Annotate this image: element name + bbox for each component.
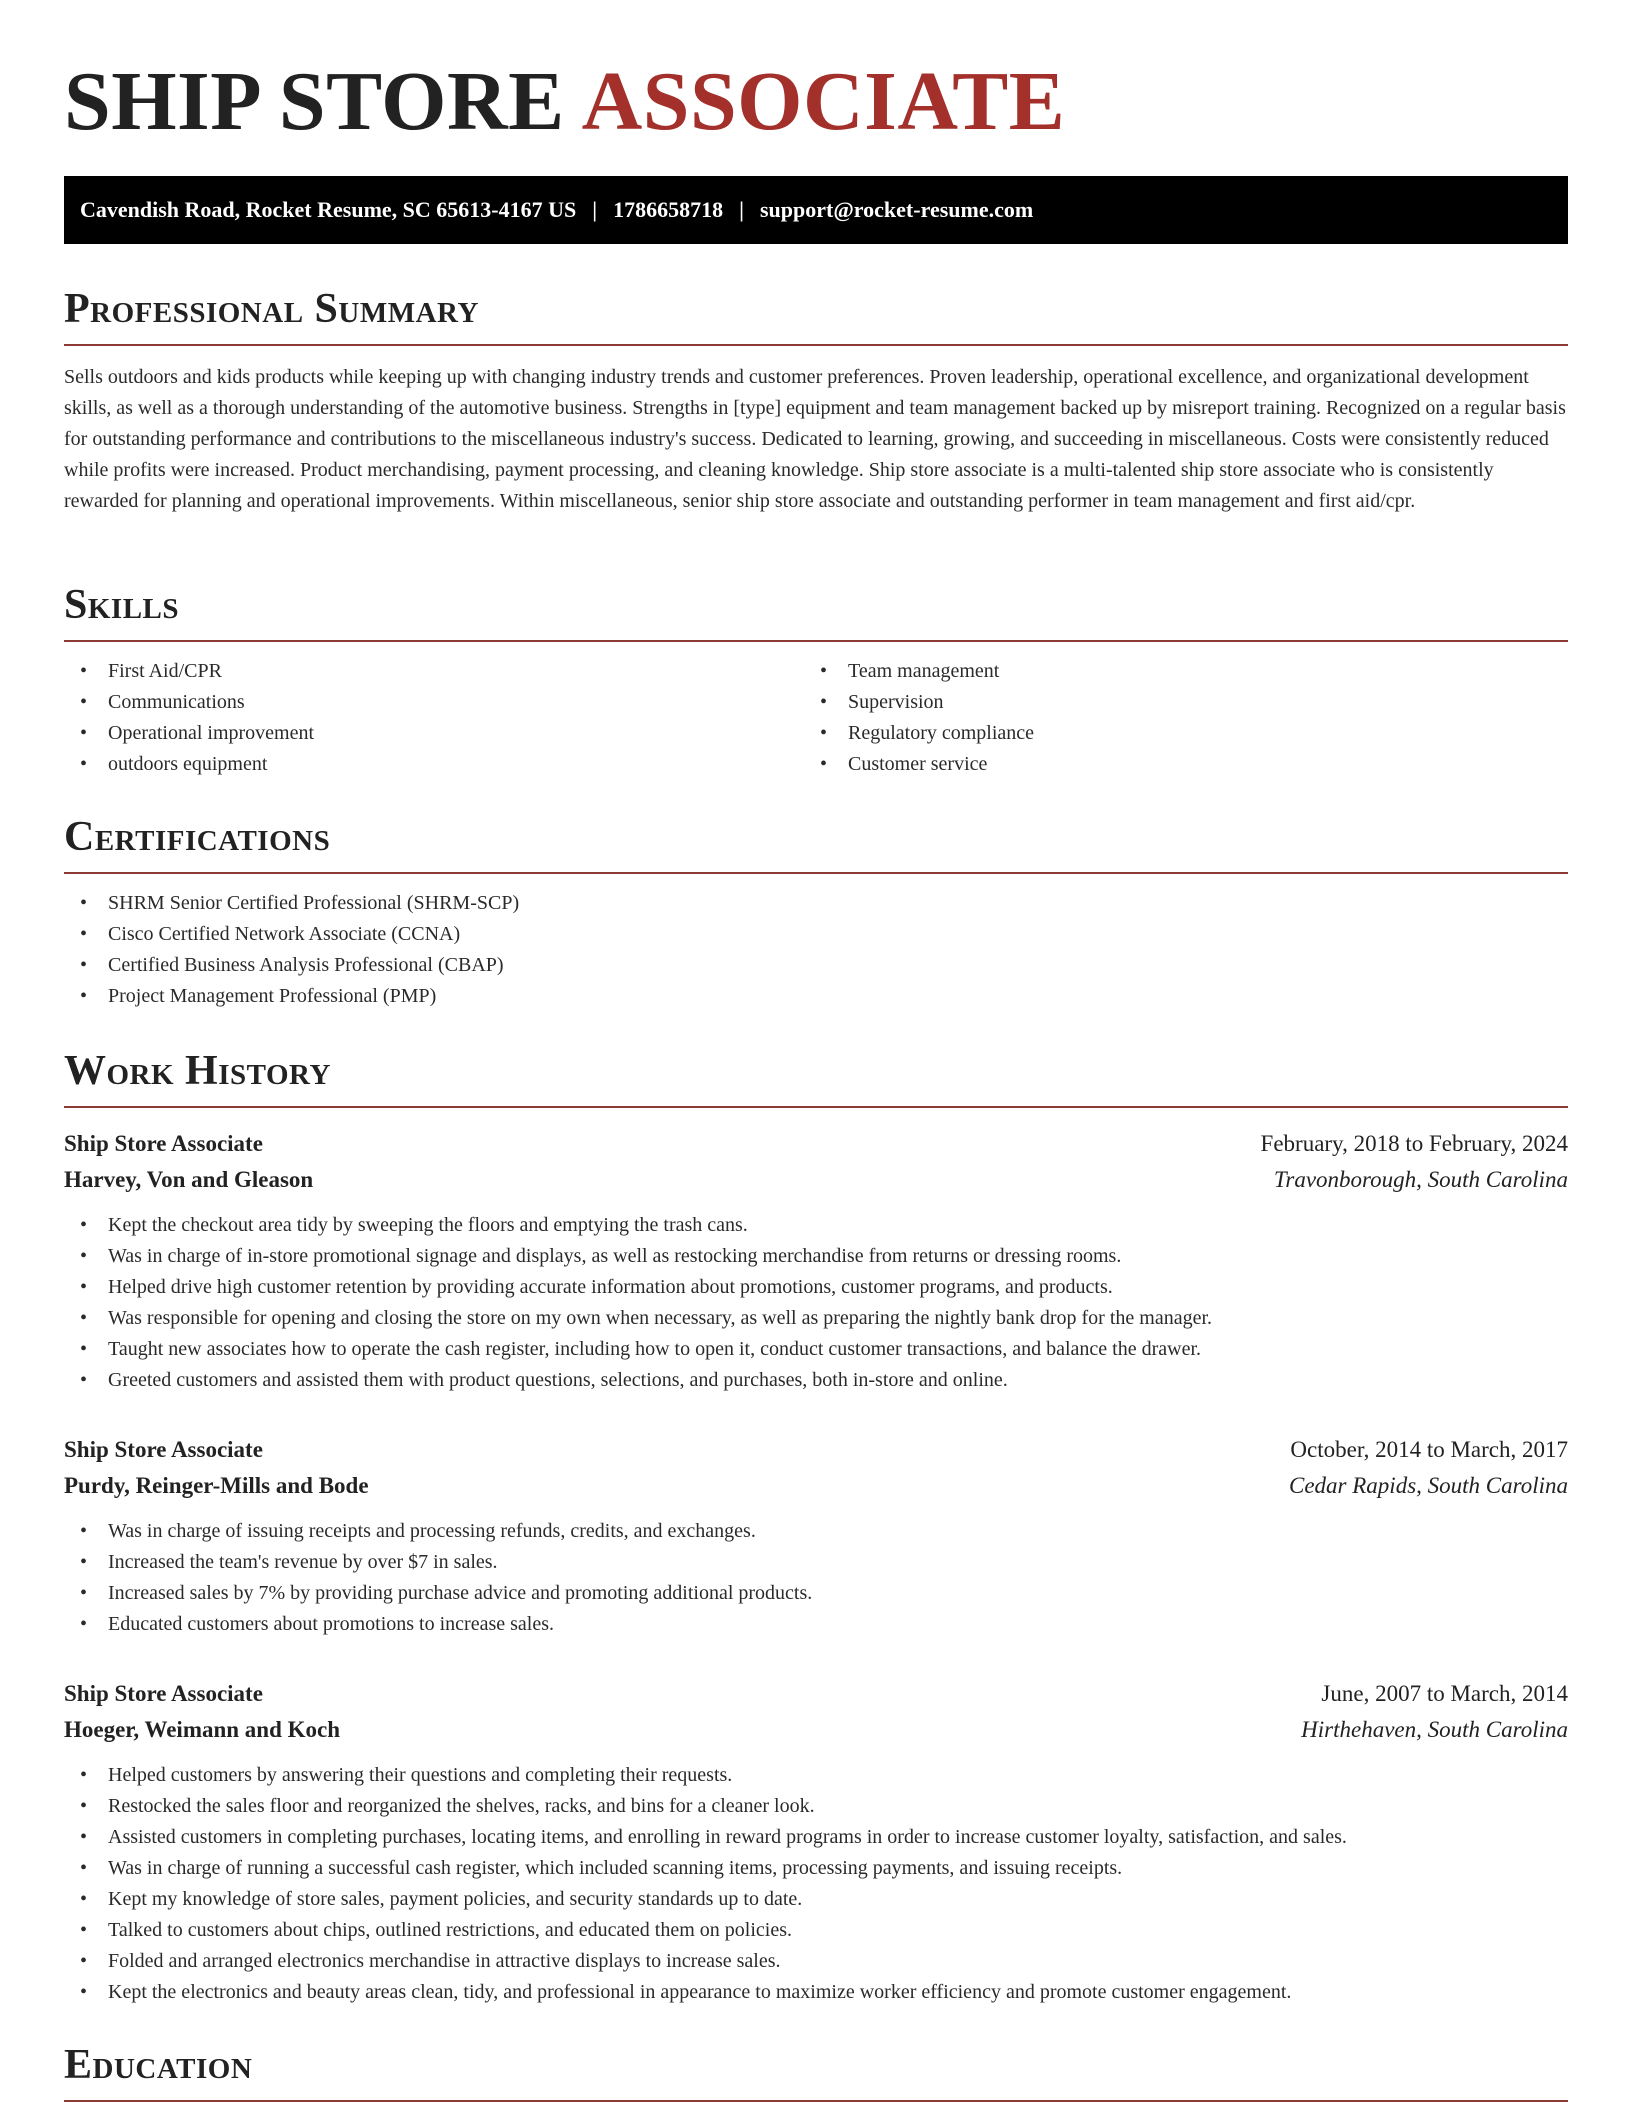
job-bullet: • Was in charge of in-store promotional signage and displays, as well as restocking merchandise from returns or dressing rooms. <box>64 1241 1568 1272</box>
job-bullet: • Helped drive high customer retention by providing accurate information about promotions, customer programs, and products. <box>64 1272 1568 1303</box>
job-title: Ship Store Associate <box>64 1437 263 1462</box>
job-company-row <box>64 1468 1568 1504</box>
job-dates: June, 2007 to March, 2014 <box>1321 1681 1568 1706</box>
job-bullet: • Folded and arranged electronics merchandise in attractive displays to increase sales. <box>64 1946 1568 1977</box>
job-bullet: • Helped customers by answering their questions and completing their requests. <box>64 1760 1568 1791</box>
job-dates: October, 2014 to March, 2017 <box>1290 1437 1568 1462</box>
job-location: Travonborough, South Carolina <box>1273 1167 1568 1192</box>
job-bullet: • Greeted customers and assisted them with product questions, selections, and purchases, both in-store and online. <box>64 1365 1568 1396</box>
certifications-heading: Certifications <box>64 816 1568 874</box>
contact-bar <box>64 176 1568 244</box>
certifications-list <box>64 888 1568 1012</box>
job-dates: February, 2018 to February, 2024 <box>1260 1131 1568 1156</box>
job-entry <box>64 1676 1568 2008</box>
work-history-section <box>64 1050 1568 2008</box>
job-bullet: • Taught new associates how to operate the cash register, including how to open it, conduct customer transactions, and balance the drawer. <box>64 1334 1568 1365</box>
job-header-row <box>64 1126 1568 1162</box>
contact-email[interactable]: support@rocket-resume.com <box>759 197 1034 222</box>
job-bullet: • Kept the electronics and beauty areas clean, tidy, and professional in appearance to maximize worker efficiency and promote customer engagement. <box>64 1977 1568 2008</box>
certifications-section <box>64 816 1568 1012</box>
skill-item: • Regulatory compliance <box>804 718 1544 749</box>
summary-text: Sells outdoors and kids products while keeping up with changing industry trends and customer preferences. Proven leadership, operational excellence, and organizational development skills, as well as a thorough understanding of the automotive business. Strengths in [type] equipment and team management backed up by misreport training. Recognized on a regular basis for outstanding performance and contributions to the miscellaneous industry's success. Dedicated to learning, growing, and succeeding in miscellaneous. Costs were consistently reduced while profits were increased. Product merchandising, payment processing, and cleaning knowledge. Ship store associate is a multi-talented ship store associate who is consistently rewarded for planning and operational improvements. Within miscellaneous, senior ship store associate and outstanding performer in team management and first aid/cpr. <box>64 366 1566 512</box>
job-bullet: • Talked to customers about chips, outlined restrictions, and educated them on policies. <box>64 1915 1568 1946</box>
skill-item: • Supervision <box>804 687 1544 718</box>
job-bullets <box>64 1760 1568 2008</box>
job-entry <box>64 1126 1568 1396</box>
job-location: Cedar Rapids, South Carolina <box>1289 1473 1568 1498</box>
contact-separator: | <box>739 197 744 222</box>
job-bullet: • Increased the team's revenue by over $7 in sales. <box>64 1547 1568 1578</box>
job-header-row <box>64 1432 1568 1468</box>
certification-item: • Certified Business Analysis Professional (CBAP) <box>64 950 1568 981</box>
job-entry <box>64 1432 1568 1640</box>
education-heading: Education <box>64 2044 1568 2102</box>
job-bullet: • Was in charge of issuing receipts and processing refunds, credits, and exchanges. <box>64 1516 1568 1547</box>
title-accent: ASSOCIATE <box>581 55 1066 148</box>
job-bullet: • Was in charge of running a successful cash register, which included scanning items, processing payments, and issuing receipts. <box>64 1853 1568 1884</box>
job-bullet: • Educated customers about promotions to increase sales. <box>64 1609 1568 1640</box>
summary-heading: Professional Summary <box>64 288 1568 346</box>
contact-phone[interactable]: 1786658718 <box>613 197 724 222</box>
job-company: Hoeger, Weimann and Koch <box>64 1717 341 1742</box>
skills-heading: Skills <box>64 584 1568 642</box>
job-company: Harvey, Von and Gleason <box>64 1167 314 1192</box>
certification-item: • Cisco Certified Network Associate (CCNA) <box>64 919 1568 950</box>
contact-separator: | <box>592 197 598 222</box>
job-bullets <box>64 1516 1568 1640</box>
job-company-row <box>64 1712 1568 1748</box>
certification-item: • Project Management Professional (PMP) <box>64 981 1568 1012</box>
job-bullet: • Was responsible for opening and closing the store on my own when necessary, as well as preparing the nightly bank drop for the manager. <box>64 1303 1568 1334</box>
job-bullet: • Assisted customers in completing purchases, locating items, and enrolling in reward programs in order to increase customer loyalty, satisfaction, and sales. <box>64 1822 1568 1853</box>
job-title: Ship Store Associate <box>64 1131 263 1156</box>
job-company: Purdy, Reinger-Mills and Bode <box>64 1473 369 1498</box>
job-bullet: • Kept my knowledge of store sales, payment policies, and security standards up to date. <box>64 1884 1568 1915</box>
skill-item: • First Aid/CPR <box>64 656 804 687</box>
job-bullets <box>64 1210 1568 1396</box>
education-section <box>64 2044 1568 2102</box>
skill-item: • Customer service <box>804 749 1544 780</box>
skill-item: • Team management <box>804 656 1544 687</box>
skills-section <box>64 584 1568 780</box>
skill-item: • Communications <box>64 687 804 718</box>
skill-item: • Operational improvement <box>64 718 804 749</box>
job-company-row <box>64 1162 1568 1198</box>
skills-list-right <box>804 656 1544 780</box>
job-bullet: • Kept the checkout area tidy by sweeping the floors and emptying the trash cans. <box>64 1210 1568 1241</box>
job-bullet: • Increased sales by 7% by providing purchase advice and promoting additional products. <box>64 1578 1568 1609</box>
job-bullet: • Restocked the sales floor and reorganized the shelves, racks, and bins for a cleaner look. <box>64 1791 1568 1822</box>
work-history-heading: Work History <box>64 1050 1568 1108</box>
summary-section <box>64 288 1568 517</box>
resume-title <box>64 55 1066 148</box>
job-location: Hirthehaven, South Carolina <box>1301 1717 1568 1742</box>
job-header-row <box>64 1676 1568 1712</box>
skills-grid <box>64 642 1568 780</box>
title-main: SHIP STORE <box>64 55 565 148</box>
skills-list-left <box>64 656 804 780</box>
contact-address: Cavendish Road, Rocket Resume, SC 65613-4167 US <box>80 197 577 222</box>
certification-item: • SHRM Senior Certified Professional (SHRM-SCP) <box>64 888 1568 919</box>
skill-item: • outdoors equipment <box>64 749 804 780</box>
job-title: Ship Store Associate <box>64 1681 263 1706</box>
